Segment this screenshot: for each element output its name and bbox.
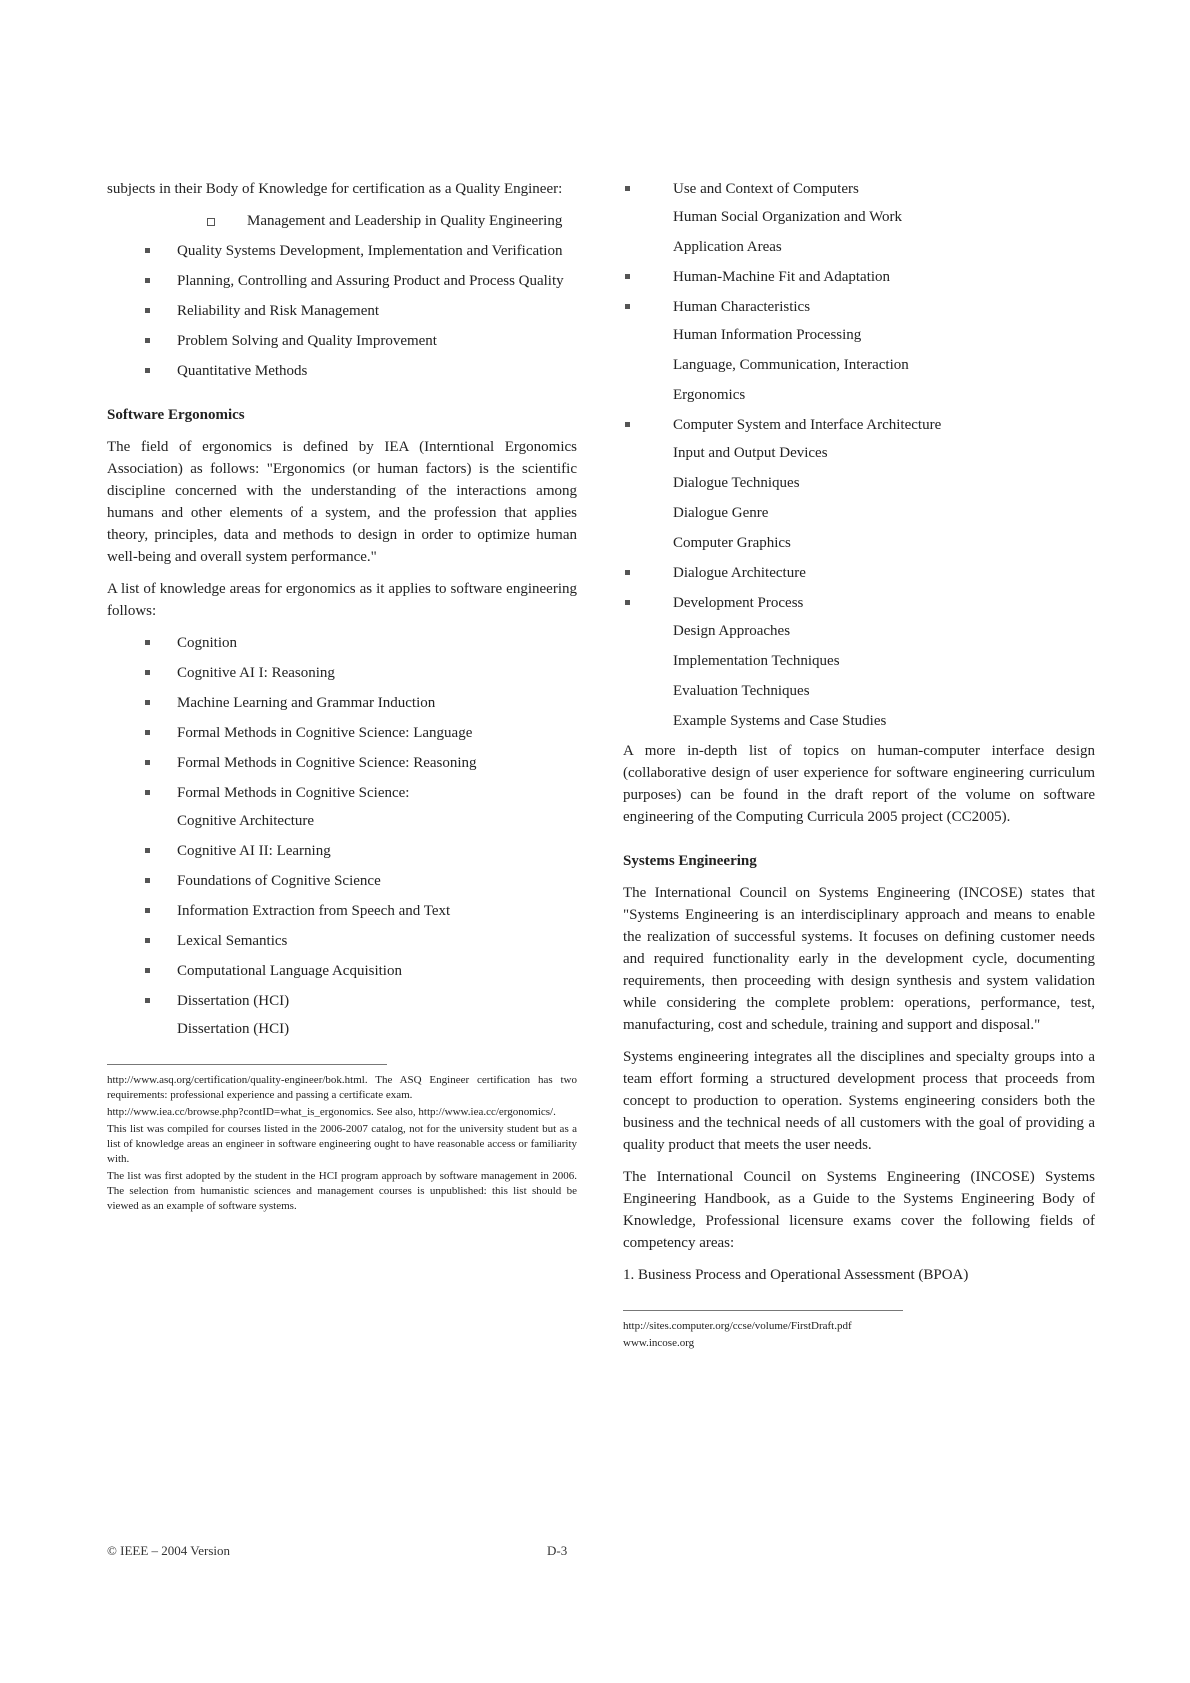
footnote: http://www.iea.cc/browse.php?contID=what_is_ergonomics. See also, http://www.iea.cc/ergonomics/. [107, 1106, 556, 1118]
footnote: This list was compiled for courses listed in the 2006-2007 catalog, not for the university student but as a list of knowledge areas an engineer in software engineering ought to have reasonable access or familiarity with. [107, 1123, 577, 1165]
list-item: Formal Methods in Cognitive Science: [107, 782, 577, 804]
sub-item: Application Areas [673, 239, 782, 255]
hci-list-b [623, 266, 1095, 318]
sub-item: Example Systems and Case Studies [673, 713, 887, 729]
right-column [623, 178, 1095, 1353]
body-paragraph: Systems engineering integrates all the disciplines and specialty groups into a team effort forming a structured development process that proceeds from concept to production to operation. Systems engineering considers both the business and the technical needs of all customers with the goal of providing a quality product that meets the user needs. [623, 1049, 1095, 1153]
body-paragraph: A more in-depth list of topics on human-computer interface design (collaborative design of user experience for software engineering curriculum purposes) can be found in the draft report of the volume on software engineering of the Computing Curricula 2005 project (CC2005). [623, 743, 1095, 825]
list-item: Machine Learning and Grammar Induction [107, 692, 577, 714]
list-item: Quantitative Methods [107, 360, 577, 382]
hci-list-a [623, 178, 1095, 200]
hci-list-d [623, 562, 1095, 614]
sub-item: Ergonomics [673, 387, 746, 403]
sub-item: Human Information Processing [673, 327, 862, 343]
list-item: Human-Machine Fit and Adaptation [623, 266, 1095, 288]
body-paragraph: The International Council on Systems Engineering (INCOSE) Systems Engineering Handbook, as a Guide to the Systems Engineering Body of Knowledge, Professional licensure exams cover the following fields of competency areas: [623, 1169, 1095, 1251]
footnote: The list was first adopted by the student in the HCI program approach by software management in 2006. The selection from humanistic sciences and management courses is unpublished: this list should be viewed as an example of software systems. [107, 1170, 577, 1212]
list-item: Formal Methods in Cognitive Science: Reasoning [107, 752, 577, 774]
list-item: Cognitive AI I: Reasoning [107, 662, 577, 684]
list-item: Human Characteristics [623, 296, 1095, 318]
sub-item: Computer Graphics [673, 535, 791, 551]
sub-list [623, 206, 1095, 258]
sub-item: Implementation Techniques [673, 653, 840, 669]
body-paragraph: The field of ergonomics is defined by IEA (Interntional Ergonomics Association) as follows: "Ergonomics (or human factors) is the scientific discipline concerned with the understanding of the interactions among humans and other elements of a system, and the profession that applies theory, principles, data and methods to design in order to optimize human well-being and overall system performance." [107, 439, 577, 565]
list-item: Computer System and Interface Architecture [623, 414, 1095, 436]
sub-list [623, 620, 1095, 732]
sub-item: Evaluation Techniques [673, 683, 810, 699]
body-paragraph: The International Council on Systems Engineering (INCOSE) states that "Systems Engineering is an interdisciplinary approach and means to enable the realization of successful systems. It focuses on defining customer needs and required functionality early in the development cycle, documenting requirements, then proceeding with design synthesis and system validation while considering the complete problem: operations, performance, test, manufacturing, cost and schedule, training and support and disposal." [623, 885, 1095, 1033]
footnote: http://www.asq.org/certification/quality-engineer/bok.html. The ASQ Engineer certification has two requirements: professional experience and passing a certificate exam. [107, 1074, 577, 1101]
ergonomics-list-2 [107, 840, 577, 1012]
list-item: Formal Methods in Cognitive Science: Language [107, 722, 577, 744]
body-paragraph: 1. Business Process and Operational Assessment (BPOA) [623, 1267, 969, 1283]
list-item: Lexical Semantics [107, 930, 577, 952]
sub-item: Cognitive Architecture [177, 813, 315, 829]
quality-list-cont [107, 240, 577, 382]
section-heading: Systems Engineering [623, 853, 757, 869]
sub-item: Dissertation (HCI) [177, 1021, 290, 1037]
footnote: www.incose.org [623, 1337, 695, 1349]
list-item: Use and Context of Computers [623, 178, 1095, 200]
footnote: http://sites.computer.org/ccse/volume/FirstDraft.pdf [623, 1320, 852, 1332]
list-item: Cognitive AI II: Learning [107, 840, 577, 862]
list-item: Reliability and Risk Management [107, 300, 577, 322]
hci-list-c [623, 414, 1095, 436]
sub-item: Human Social Organization and Work [673, 209, 903, 225]
sub-list [623, 442, 1095, 554]
ergonomics-list [107, 632, 577, 804]
footnote-rule [623, 1310, 903, 1311]
sub-item: Language, Communication, Interaction [673, 357, 909, 373]
footnote-rule [107, 1064, 387, 1065]
list-item: Dialogue Architecture [623, 562, 1095, 584]
sub-item: Design Approaches [673, 623, 791, 639]
intro-paragraph: subjects in their Body of Knowledge for certification as a Quality Engineer: [107, 181, 563, 197]
quality-list [107, 210, 577, 232]
list-item: Dissertation (HCI) [107, 990, 577, 1012]
list-item: Computational Language Acquisition [107, 960, 577, 982]
left-column [107, 178, 577, 1216]
list-item: Information Extraction from Speech and Text [107, 900, 577, 922]
page-number: D-3 [547, 1543, 568, 1558]
list-item: Problem Solving and Quality Improvement [107, 330, 577, 352]
list-item: Development Process [623, 592, 1095, 614]
list-item: Foundations of Cognitive Science [107, 870, 577, 892]
list-item: Management and Leadership in Quality Engineering [107, 210, 577, 232]
sub-list [107, 810, 577, 832]
footer-copyright: © IEEE – 2004 Version [107, 1543, 231, 1558]
section-heading: Software Ergonomics [107, 407, 245, 423]
sub-item: Dialogue Techniques [673, 475, 800, 491]
body-paragraph: A list of knowledge areas for ergonomics as it applies to software engineering follows: [107, 581, 577, 619]
list-item: Planning, Controlling and Assuring Product and Process Quality [107, 270, 577, 292]
sub-item: Input and Output Devices [673, 445, 828, 461]
sub-item: Dialogue Genre [673, 505, 769, 521]
sub-list [623, 324, 1095, 406]
list-item: Quality Systems Development, Implementation and Verification [107, 240, 577, 262]
sub-list [107, 1018, 577, 1040]
list-item: Cognition [107, 632, 577, 654]
